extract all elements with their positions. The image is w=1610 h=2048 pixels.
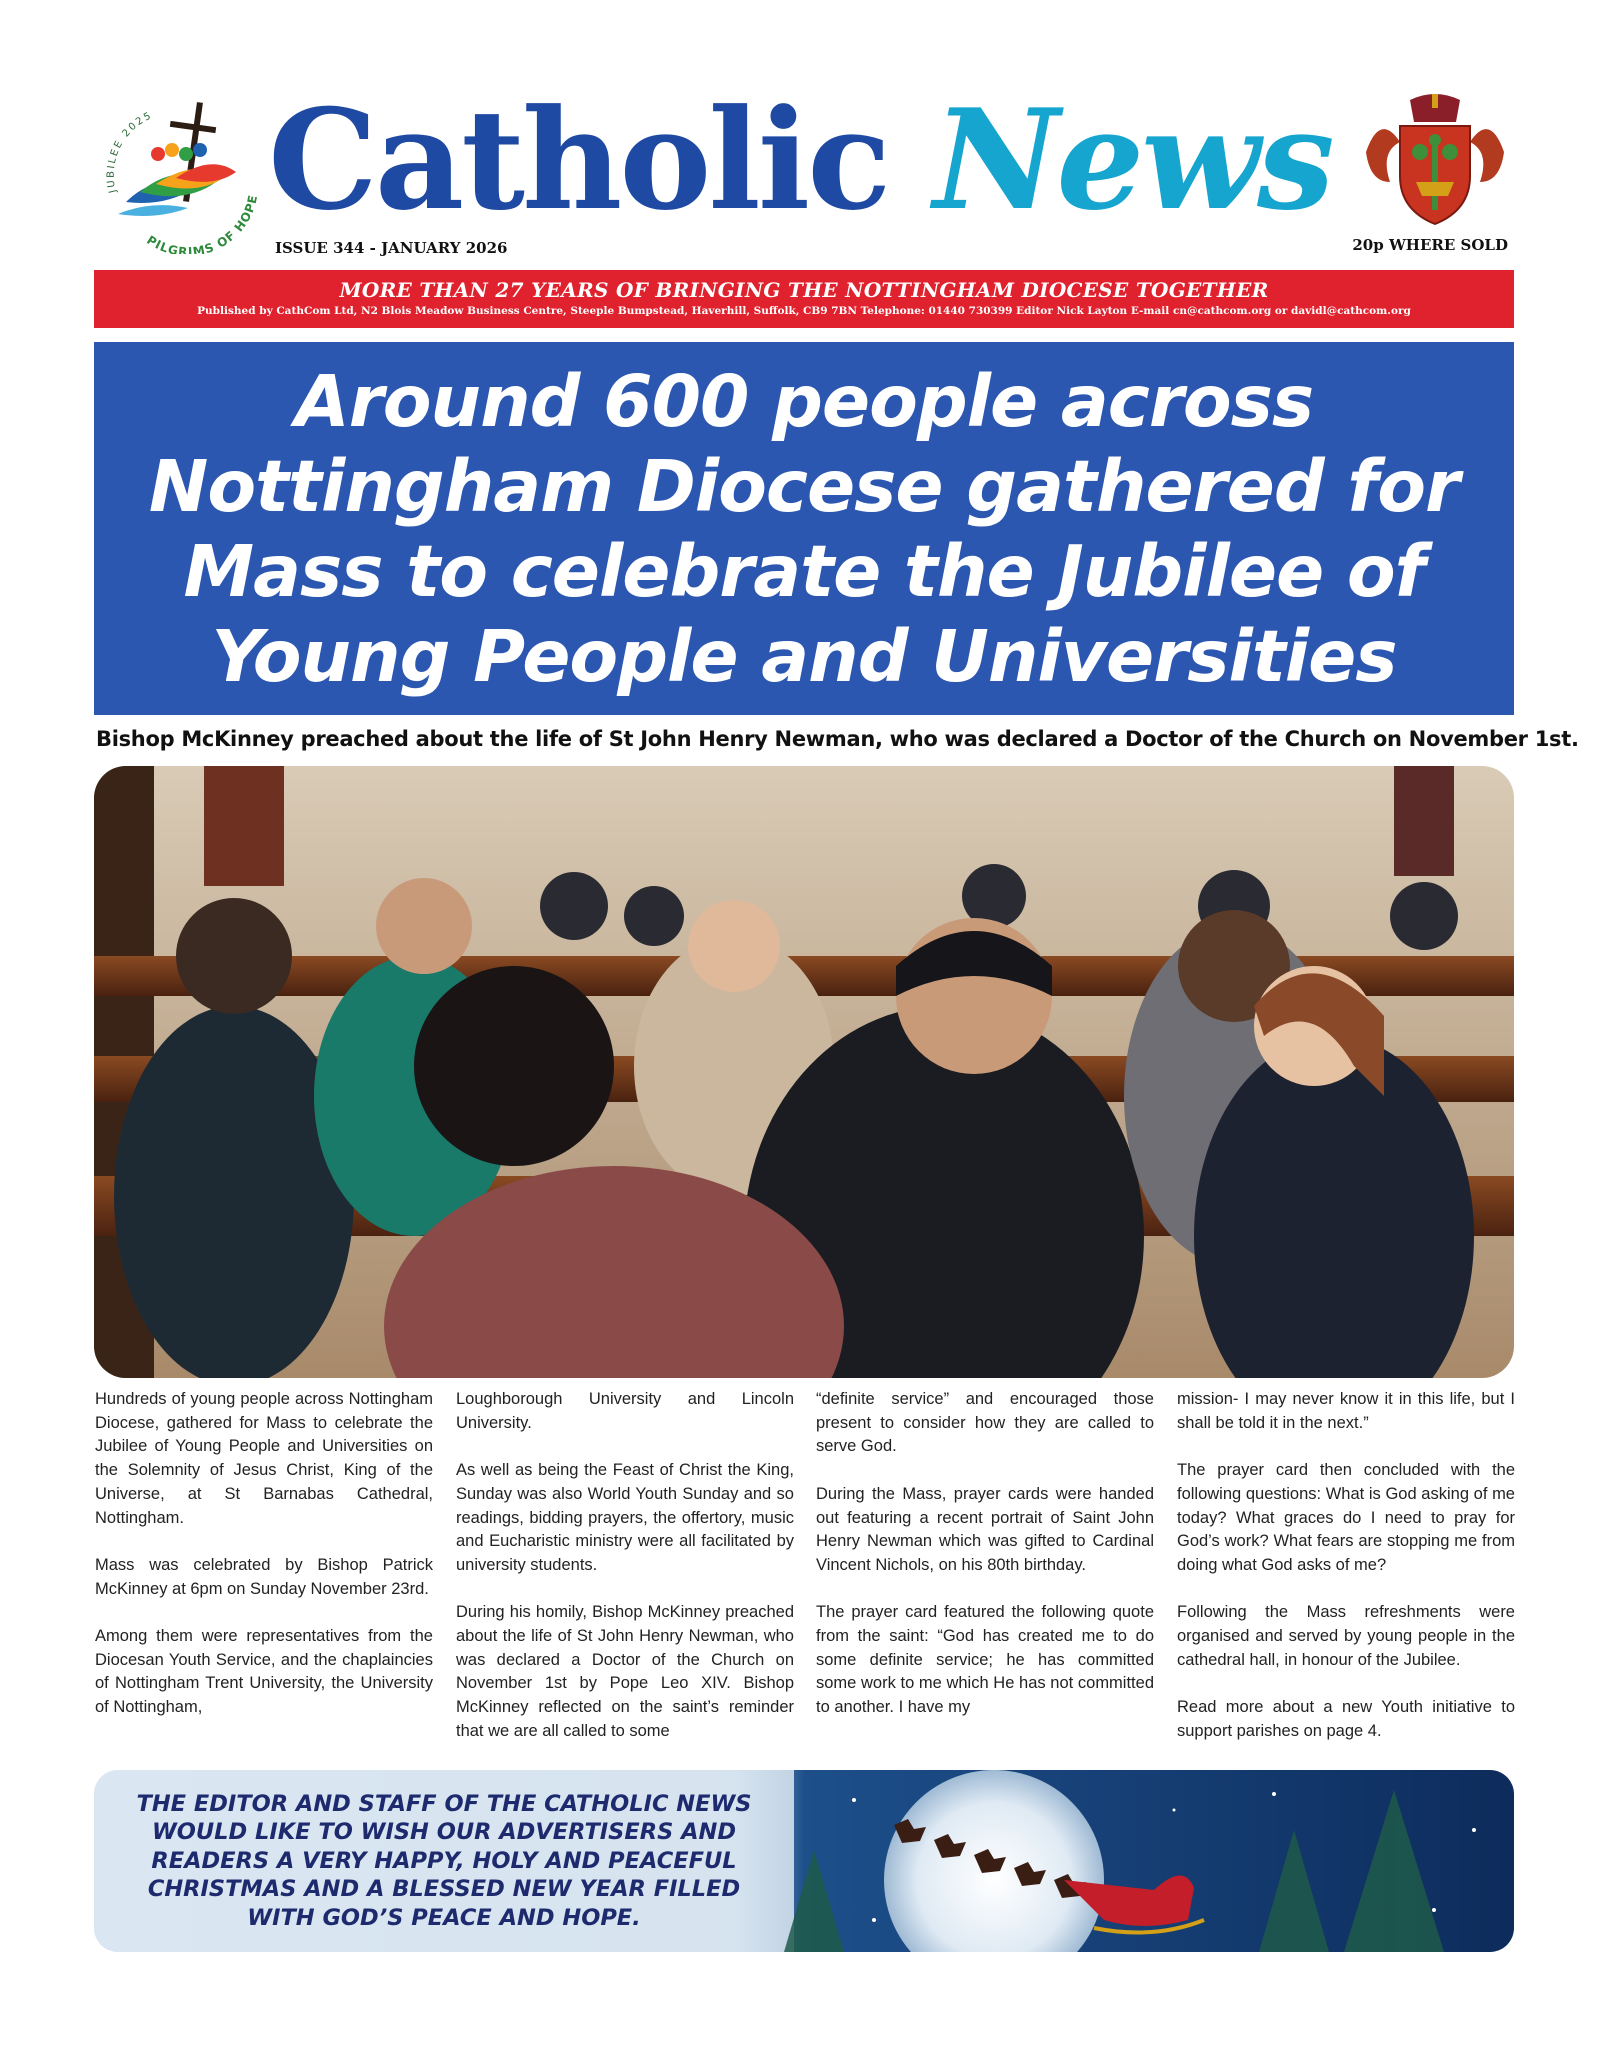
subheading: Bishop McKinney preached about the life of St John Henry Newman, who was declared a Doctor of the Church on November 1st.: [96, 727, 1579, 751]
publisher-banner: [94, 270, 1514, 328]
article-paragraph: Loughborough University and Lincoln University.: [456, 1390, 794, 1432]
publisher-details: Published by CathCom Ltd, N2 Blois Meadow Business Centre, Steeple Bumpstead, Haverhill, Suffolk, CB9 7BN Telephone: 01440 730399 Editor Nick Layton E-mail cn@cathcom.org or davidl@cathcom.org: [197, 305, 1411, 317]
price-label: 20p WHERE SOLD: [1352, 236, 1508, 254]
article-paragraph: As well as being the Feast of Christ the King, Sunday was also World Youth Sunday and so readings, bidding prayers, the offertory, music and Eucharistic ministry were all facilitated by university students.: [456, 1461, 794, 1574]
article-paragraph: The prayer card featured the following quote from the saint: “God has created me to do some definite service; he has committed some work to me which He has not committed to another. I have my: [816, 1603, 1154, 1717]
christmas-greeting: [94, 1770, 794, 1952]
article-column-4: [1177, 1388, 1515, 1767]
article-paragraph: During his homily, Bishop McKinney preached about the life of St John Henry Newman, who was declared a Doctor of the Church on November 1st by Pope Leo XIV. Bishop McKinney reflected on the saint’s reminder that we are all called to some: [456, 1603, 794, 1740]
article-column-2: [456, 1388, 794, 1767]
article-paragraph: During the Mass, prayer cards were handed out featuring a recent portrait of Saint John Henry Newman which was gifted to Cardinal Vincent Nichols, on his 80th birthday.: [816, 1484, 1154, 1574]
masthead-title: [268, 70, 1348, 250]
article-paragraph: The prayer card then concluded with the following questions: What is God asking of me today? What graces do I need to pray for God’s work? What fears are stopping me from doing what God asks of me?: [1177, 1461, 1515, 1574]
logo-text-bottom: PILGRIMS OF HOPE: [144, 193, 261, 254]
article-column-3: [816, 1388, 1154, 1744]
issue-number: ISSUE 344 - JANUARY 2026: [275, 239, 508, 257]
article-paragraph: Among them were representatives from the Diocesan Youth Service, and the chaplaincies of Nottingham Trent University, the University of Nottingham,: [95, 1627, 433, 1717]
article-paragraph: Following the Mass refreshments were organised and served by young people in the cathedral hall, in honour of the Jubilee.: [1177, 1603, 1515, 1669]
logo-text-top: JUBILEE 2025: [105, 110, 155, 194]
christmas-greeting-text: THE EDITOR AND STAFF OF THE CATHOLIC NEWS WOULD LIKE TO WISH OUR ADVERTISERS AND READERS A VERY HAPPY, HOLY AND PEACEFUL CHRISTMAS AND A BLESSED NEW YEAR FILLED WITH GOD’S PEACE AND HOPE.: [136, 1790, 752, 1931]
jubilee-logo: [96, 92, 266, 254]
main-photo-congregation: [94, 766, 1514, 1378]
masthead-title-news: News: [933, 78, 1332, 241]
banner-tagline: MORE THAN 27 YEARS OF BRINGING THE NOTTINGHAM DIOCESE TOGETHER: [339, 278, 1269, 302]
svg-text:PILGRIMS OF HOPE: [144, 193, 260, 254]
christmas-greeting-banner: [94, 1770, 1514, 1952]
svg-text:JUBILEE 2025: [106, 110, 155, 195]
article-paragraph: Mass was celebrated by Bishop Patrick McKinney at 6pm on Sunday November 23rd.: [95, 1555, 433, 1598]
article-column-1: [95, 1388, 433, 1744]
article-paragraph: mission- I may never know it in this life, but I shall be told it in the next.”: [1177, 1390, 1515, 1432]
article-body: [95, 1388, 1515, 1748]
article-paragraph: “definite service” and encouraged those present to consider how they are called to serve God.: [816, 1390, 1154, 1456]
headline-box: [94, 342, 1514, 715]
article-paragraph: Hundreds of young people across Nottingham Diocese, gathered for Mass to celebrate the Jubilee of Young People and Universities on the Solemnity of Jesus Christ, King of the Universe, at St Barnabas Cathedral, Nottingham.: [95, 1390, 433, 1527]
headline: Around 600 people across Nottingham Diocese gathered for Mass to celebrate the Jubilee of Young People and Universities: [148, 359, 1460, 698]
masthead-title-catholic: Catholic: [268, 78, 889, 241]
diocese-crest-icon: [1360, 92, 1510, 232]
article-paragraph: Read more about a new Youth initiative to support parishes on page 4.: [1177, 1698, 1515, 1740]
